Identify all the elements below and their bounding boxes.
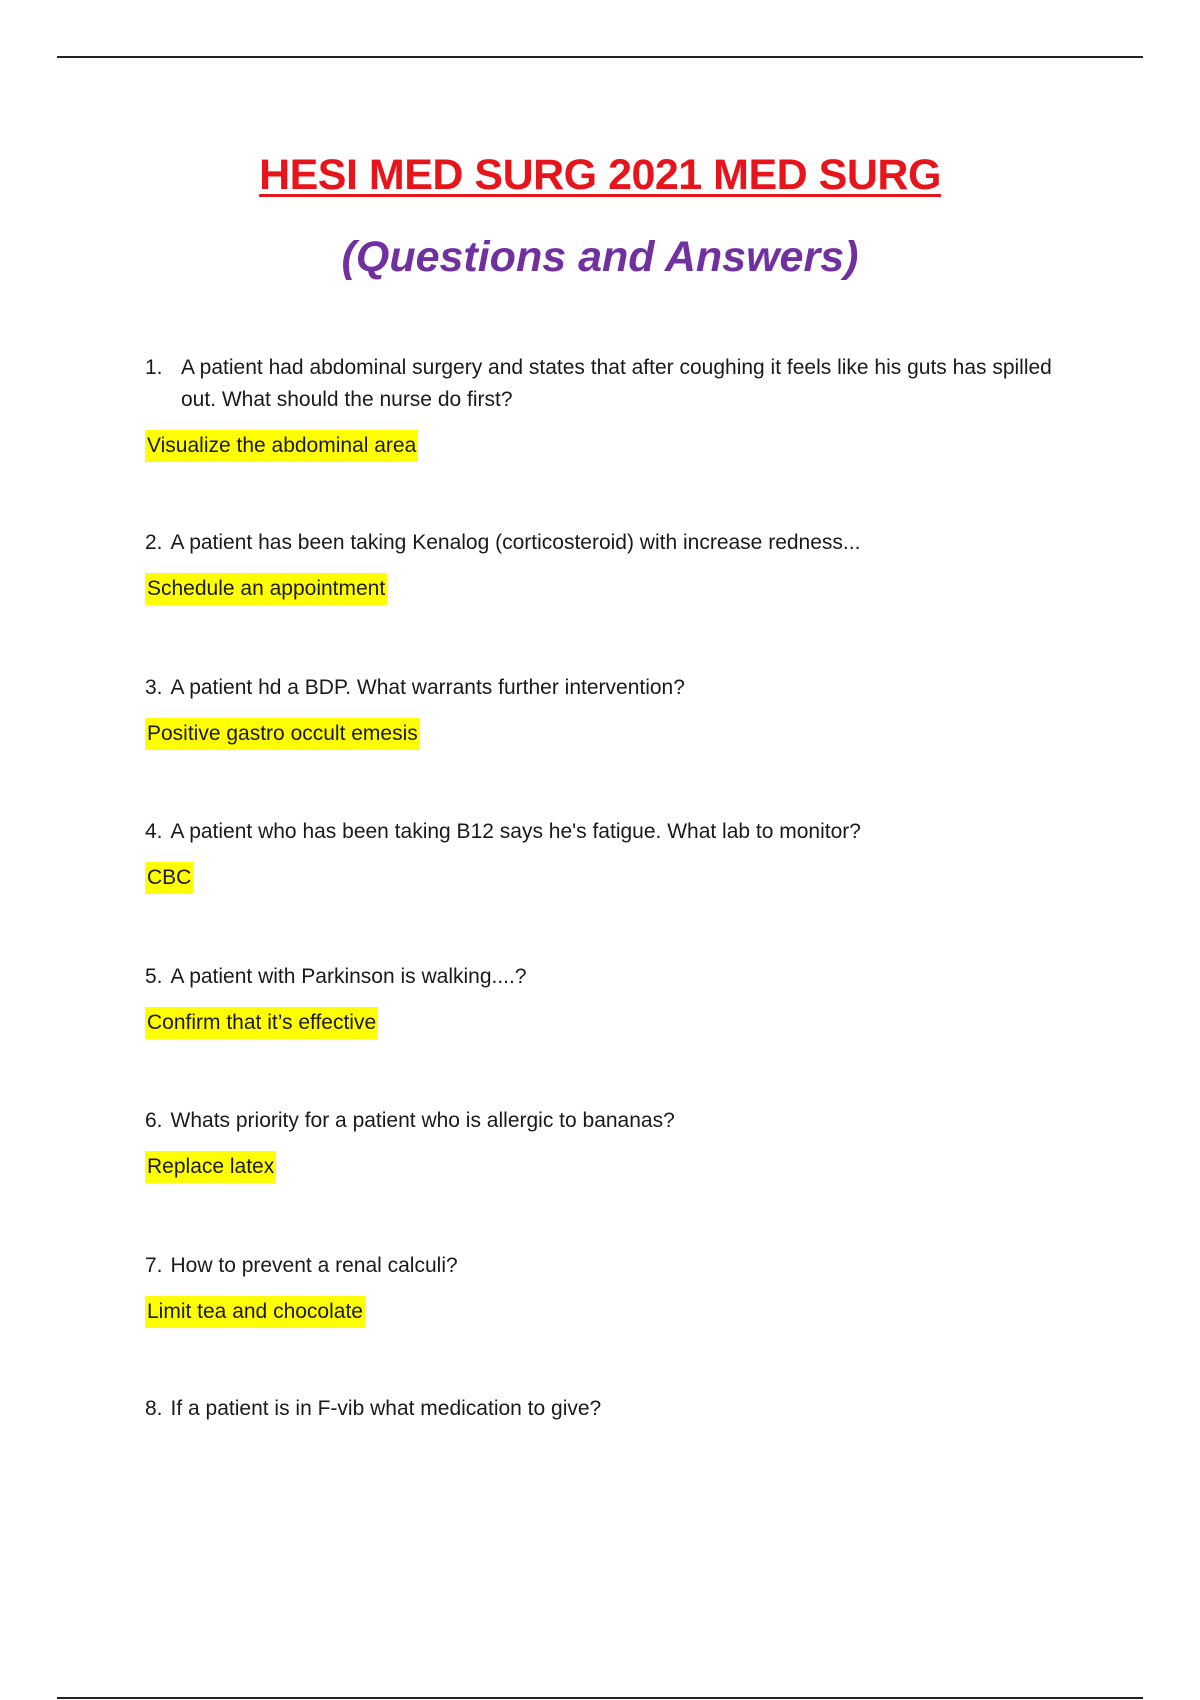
question-6 — [145, 1105, 1065, 1137]
question-text: A patient with Parkinson is walking....? — [170, 965, 527, 988]
question-text: A patient hd a BDP. What warrants further intervention? — [170, 676, 685, 699]
qa-item-5 — [145, 961, 1065, 1039]
qa-item-3 — [145, 672, 1065, 750]
document-title — [0, 145, 1200, 205]
qa-item-4 — [145, 816, 1065, 894]
document-subtitle: (Questions and Answers) — [341, 233, 859, 281]
bottom-rule — [57, 1697, 1143, 1699]
answer-5: Confirm that it’s effective — [145, 1007, 378, 1039]
question-2 — [145, 527, 1065, 559]
answer-7: Limit tea and chocolate — [145, 1296, 365, 1328]
qa-item-7 — [145, 1250, 1065, 1328]
question-number: 6. — [145, 1109, 163, 1132]
question-text: A patient had abdominal surgery and states that after coughing it feels like his guts has spilled out. What should the nurse do first? — [181, 356, 1052, 411]
qa-item-6 — [145, 1105, 1065, 1183]
question-text: How to prevent a renal calculi? — [170, 1254, 458, 1277]
question-4 — [145, 816, 1065, 848]
question-8 — [145, 1393, 1065, 1425]
question-number: 5. — [145, 965, 163, 988]
question-3 — [145, 672, 1065, 704]
question-text: If a patient is in F-vib what medication to give? — [170, 1397, 602, 1420]
question-number: 3. — [145, 676, 163, 699]
top-rule — [57, 56, 1143, 58]
question-number: 2. — [145, 531, 163, 554]
question-text: A patient has been taking Kenalog (corticosteroid) with increase redness... — [170, 531, 861, 554]
qa-item-8 — [145, 1393, 1065, 1425]
question-number: 4. — [145, 820, 163, 843]
question-5 — [145, 961, 1065, 993]
answer-3: Positive gastro occult emesis — [145, 718, 420, 750]
question-7 — [145, 1250, 1065, 1282]
answer-6: Replace latex — [145, 1151, 276, 1183]
question-text: A patient who has been taking B12 says he's fatigue. What lab to monitor? — [170, 820, 861, 843]
question-number: 7. — [145, 1254, 163, 1277]
question-text: Whats priority for a patient who is allergic to bananas? — [170, 1109, 675, 1132]
answer-4: CBC — [145, 862, 193, 894]
qa-item-2 — [145, 527, 1065, 605]
question-number: 8. — [145, 1397, 163, 1420]
qa-item-1 — [145, 352, 1065, 462]
answer-1: Visualize the abdominal area — [145, 430, 418, 462]
document-title-text: HESI MED SURG 2021 MED SURG — [259, 151, 941, 199]
question-number: 1. — [145, 356, 163, 379]
question-1 — [145, 352, 1065, 416]
answer-2: Schedule an appointment — [145, 573, 387, 605]
